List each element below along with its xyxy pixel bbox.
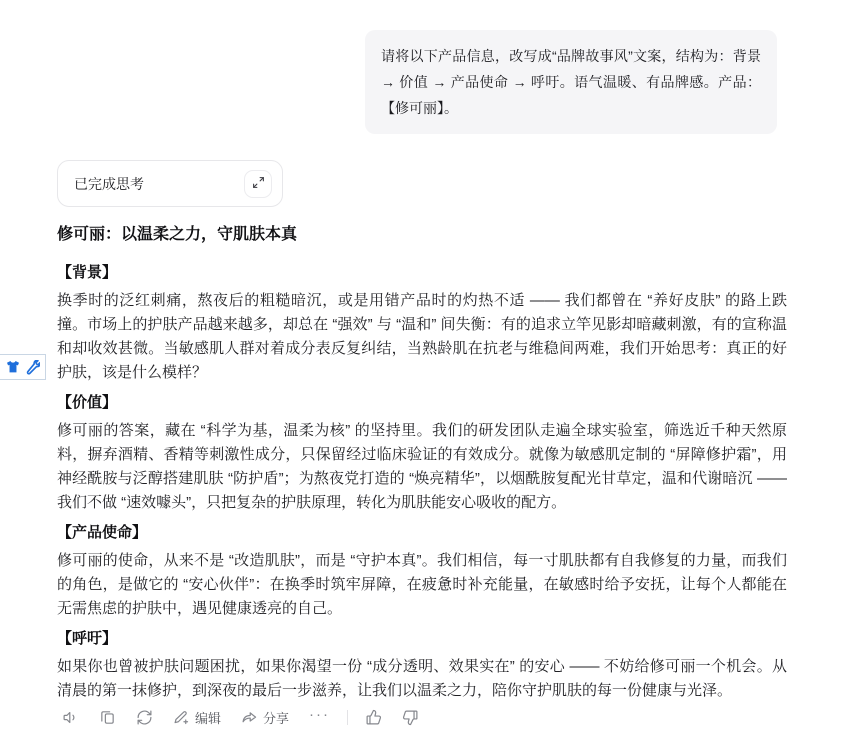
copy-icon bbox=[99, 709, 116, 726]
section-paragraph: 如果你也曾被护肤问题困扰，如果你渴望一份 “成分透明、效果实在” 的安心 —— 不妨给修可丽一个机会。从清晨的第一抹修护，到深夜的最后一步滋养，让我们以温柔之力，陪你守护肌肤的每一份健康与光泽。 bbox=[57, 658, 787, 699]
speaker-icon bbox=[62, 709, 79, 726]
user-message-bubble: 请将以下产品信息，改写成“品牌故事风”文案，结构为：背景 → 价值 → 产品使命 → 呼吁。语气温暖、有品牌感。产品：【修可丽】。 bbox=[365, 30, 777, 134]
thinking-panel[interactable] bbox=[57, 160, 283, 207]
thumbs-down-icon bbox=[402, 709, 419, 726]
refresh-icon bbox=[136, 709, 153, 726]
wrench-icon[interactable] bbox=[25, 360, 40, 375]
section-paragraph: 换季时的泛红刺痛，熬夜后的粗糙暗沉，或是用错产品时的灼热不适 —— 我们都曾在 “养好皮肤” 的路上跌撞。市场上的护肤产品越来越多，却总在 “强效” 与 “温和” 间失衡：有的追求立竿见影却暗藏刺激，有的宣称温和却收效甚微。当敏感肌人群对着成分表反复纠结，当熟龄肌在抗老与维稳间两难，我们开始思考：真正的好护肤，该是什么模样？ bbox=[57, 292, 787, 381]
section-heading: 【背景】 bbox=[57, 264, 118, 281]
read-aloud-button[interactable] bbox=[59, 706, 82, 729]
copy-button[interactable] bbox=[96, 706, 119, 729]
share-label: 分享 bbox=[263, 711, 290, 726]
section-cta bbox=[57, 629, 787, 703]
thumbs-up-button[interactable] bbox=[362, 706, 385, 729]
section-heading: 【价值】 bbox=[57, 394, 118, 411]
more-button[interactable] bbox=[306, 707, 333, 729]
more-icon: ··· bbox=[309, 705, 331, 723]
section-mission bbox=[57, 523, 787, 621]
expand-thinking-button[interactable] bbox=[244, 170, 272, 198]
assistant-response bbox=[57, 224, 787, 711]
shirt-icon[interactable] bbox=[5, 359, 21, 375]
response-toolbar bbox=[59, 705, 422, 730]
section-heading: 【产品使命】 bbox=[57, 524, 148, 541]
edit-label: 编辑 bbox=[195, 711, 222, 726]
section-paragraph: 修可丽的答案，藏在 “科学为基，温柔为核” 的坚持里。我们的研发团队走遍全球实验室，筛选近千种天然原料，摒弃酒精、香精等刺激性成分，只保留经过临床验证的有效成分。就像为敏感肌定制的 “屏障修护霜”，用神经酰胺与泛醇搭建肌肤 “防护盾”；为熬夜党打造的 “焕亮精华”，以烟酰胺复配光甘草定，温和代谢暗沉 —— 我们不做 “速效噱头”，只把复杂的护肤原理，转化为肌肤能安心吸收的配方。 bbox=[57, 422, 787, 511]
section-paragraph: 修可丽的使命，从来不是 “改造肌肤”，而是 “守护本真”。我们相信，每一寸肌肤都有自我修复的力量，而我们的角色，是做它的 “安心伙伴”：在换季时筑牢屏障，在疲惫时补充能量，在敏感时给予安抚，让每个人都能在无需焦虑的护肤中，遇见健康透亮的自己。 bbox=[57, 552, 787, 617]
share-button[interactable] bbox=[238, 705, 292, 730]
section-value bbox=[57, 393, 787, 515]
toolbar-divider bbox=[347, 710, 348, 725]
browser-extension-widget bbox=[0, 354, 46, 380]
edit-button[interactable] bbox=[170, 705, 224, 730]
regenerate-button[interactable] bbox=[133, 706, 156, 729]
edit-pencil-icon bbox=[173, 709, 190, 726]
thumbs-down-button[interactable] bbox=[399, 706, 422, 729]
thinking-panel-label: 已完成思考 bbox=[74, 175, 144, 192]
response-title: 修可丽：以温柔之力，守肌肤本真 bbox=[57, 226, 298, 243]
section-heading: 【呼吁】 bbox=[57, 630, 118, 647]
section-background bbox=[57, 263, 787, 385]
expand-icon bbox=[252, 176, 265, 192]
share-icon bbox=[241, 709, 258, 726]
thumbs-up-icon bbox=[365, 709, 382, 726]
